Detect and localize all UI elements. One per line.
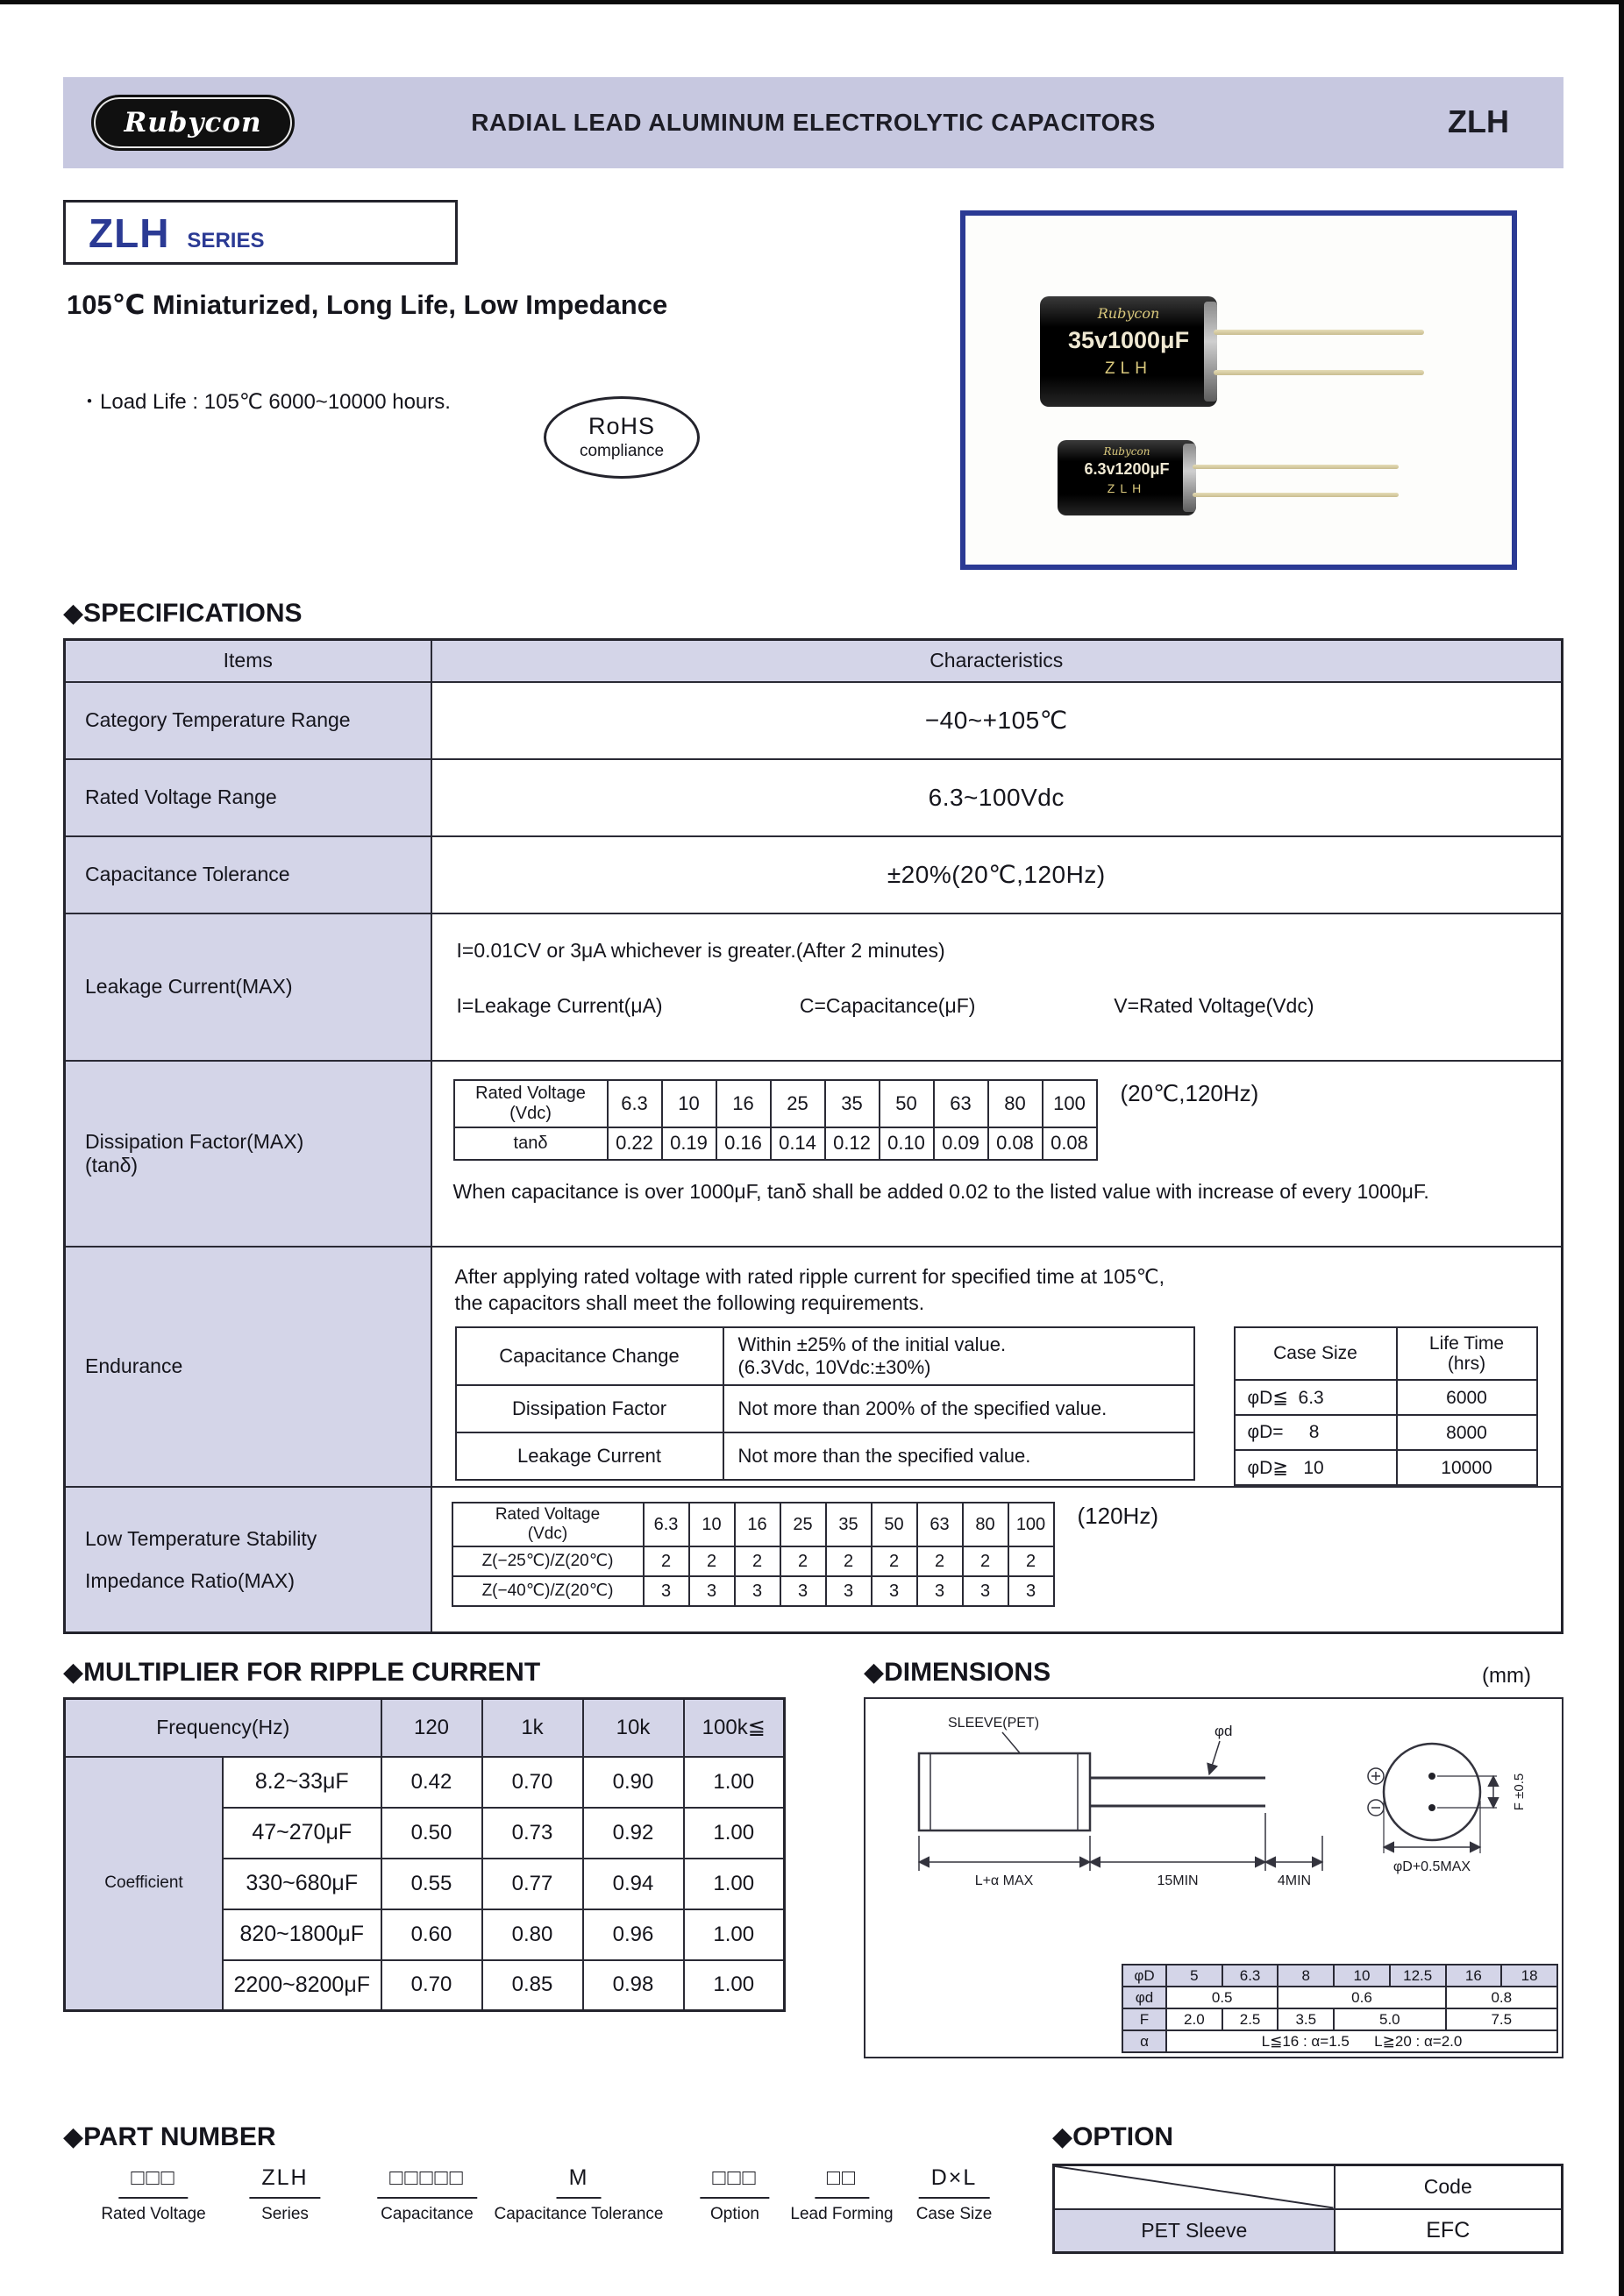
load-life-note: ・Load Life : 105℃ 6000~10000 hours.	[79, 390, 451, 414]
frequency-header: Frequency(Hz)	[65, 1699, 381, 1757]
dim-phiD: 8	[1278, 1965, 1334, 1987]
dim-f: 7.5	[1446, 2008, 1557, 2030]
pn-label: Rated Voltage	[101, 2205, 206, 2223]
df-tand: 0.16	[716, 1127, 771, 1160]
spec-value-cap-tolerance: ±20%(20℃,120Hz)	[431, 836, 1563, 913]
pn-field-tolerance	[495, 2165, 664, 2224]
endurance-intro-2: the capacitors shall meet the following requirements.	[454, 1290, 925, 1314]
series-banner	[63, 200, 458, 265]
df-voltage: 6.3	[608, 1080, 662, 1127]
spec-header-characteristics: Characteristics	[431, 640, 1563, 682]
dissipation-label-line1: Dissipation Factor(MAX)	[85, 1129, 304, 1153]
lt-condition: (120Hz)	[1077, 1503, 1158, 1530]
endurance-item-name: Dissipation Factor	[456, 1385, 723, 1432]
pn-label: Case Size	[915, 2205, 993, 2223]
rohs-line1: RoHS	[588, 413, 656, 439]
life-case-size: φD≧ 10	[1235, 1450, 1397, 1485]
capacitor-lead	[1193, 465, 1399, 469]
df-condition: (20℃,120Hz)	[1120, 1079, 1259, 1106]
life-hours: 8000	[1397, 1415, 1537, 1450]
dim-phiD: 5	[1166, 1965, 1222, 1987]
lt-z25: 2	[689, 1546, 735, 1576]
mult-value: 1.00	[684, 1757, 785, 1808]
lt-z40: 3	[872, 1576, 917, 1606]
rubycon-logo-text: Rubycon	[124, 107, 262, 139]
pn-code: □□□	[118, 2165, 188, 2199]
lt-z25: 2	[963, 1546, 1008, 1576]
spec-label-endurance: Endurance	[65, 1247, 431, 1488]
freq-col: 1k	[482, 1699, 583, 1757]
endurance-item-value: Not more than the specified value.	[723, 1432, 1194, 1480]
life-table-header-case: Case Size	[1235, 1327, 1397, 1380]
lt-z25: 2	[1008, 1546, 1054, 1576]
dim-phiD: 6.3	[1222, 1965, 1279, 1987]
capacitor-brand-text: Rubycon	[1097, 305, 1160, 322]
low-temp-label-line2: Impedance Ratio(MAX)	[85, 1568, 296, 1592]
pn-code: ZLH	[249, 2165, 320, 2199]
body-length-label: L+α MAX	[974, 1873, 1034, 1888]
lt-voltage: 6.3	[644, 1503, 689, 1546]
dimensions-table	[1122, 1964, 1558, 2053]
specifications-heading: ◆SPECIFICATIONS	[63, 599, 303, 628]
df-voltage: 25	[771, 1080, 825, 1127]
lt-z25-label: Z(−25℃)/Z(20℃)	[452, 1546, 644, 1576]
dim-phiD: 18	[1501, 1965, 1557, 1987]
pn-code: □□□□□	[377, 2165, 477, 2199]
dimensions-heading: ◆DIMENSIONS	[864, 1658, 1051, 1687]
capacitor-lead	[1214, 370, 1424, 375]
dimension-drawing	[871, 1702, 1555, 1965]
series-suffix: SERIES	[187, 229, 265, 252]
lt-rated-voltage-label: Rated Voltage (Vdc)	[452, 1503, 644, 1546]
spec-label-temp-range: Category Temperature Range	[65, 682, 431, 759]
leakage-legend-c: C=Capacitance(μF)	[799, 993, 976, 1017]
dim-phid: 0.6	[1278, 1987, 1445, 2008]
capacitor-brand-text: Rubycon	[1103, 445, 1150, 458]
life-case-size: φD= 8	[1235, 1415, 1397, 1450]
dimensions-panel	[864, 1697, 1563, 2058]
df-voltage: 50	[880, 1080, 934, 1127]
pn-code: D×L	[919, 2165, 990, 2199]
spec-low-temp-content	[431, 1487, 1563, 1632]
option-code: EFC	[1335, 2209, 1563, 2253]
capacitor-lead	[1214, 330, 1424, 335]
spec-leakage-content	[431, 913, 1563, 1061]
header-series-code: ZLH	[1448, 103, 1509, 139]
df-tand: 0.08	[988, 1127, 1043, 1160]
rohs-line2: compliance	[579, 442, 665, 460]
lt-z40: 3	[963, 1576, 1008, 1606]
page-edge-top	[0, 0, 1624, 4]
dim-phiD: 12.5	[1390, 1965, 1446, 1987]
endurance-item-value: Not more than 200% of the specified value.	[723, 1385, 1194, 1432]
df-voltage: 16	[716, 1080, 771, 1127]
lt-z40: 3	[1008, 1576, 1054, 1606]
df-rated-voltage-label: Rated Voltage (Vdc)	[454, 1080, 608, 1127]
df-tand: 0.22	[608, 1127, 662, 1160]
spec-value-temp-range: −40~+105℃	[431, 682, 1563, 759]
spec-label-leakage: Leakage Current(MAX)	[65, 913, 431, 1061]
plus-terminal-icon	[1368, 1768, 1384, 1784]
cap-range: 820~1800μF	[223, 1909, 381, 1960]
spec-dissipation-content	[431, 1061, 1563, 1247]
coefficient-label: Coefficient	[65, 1757, 224, 2011]
df-tand: 0.14	[771, 1127, 825, 1160]
pn-code: □□	[815, 2165, 869, 2199]
endurance-item-value: Within ±25% of the initial value. (6.3Vdc, 10Vdc:±30%)	[723, 1327, 1194, 1385]
df-tand: 0.08	[1043, 1127, 1097, 1160]
dim-alpha-label: α	[1122, 2030, 1166, 2052]
life-case-size: φD≦ 6.3	[1235, 1380, 1397, 1415]
lt-voltage: 16	[735, 1503, 780, 1546]
lt-z40: 3	[917, 1576, 963, 1606]
series-tagline: 105℃ Miniaturized, Long Life, Low Impedance	[67, 289, 668, 320]
dim-phid: 0.5	[1166, 1987, 1278, 2008]
dim-f-label: F	[1122, 2008, 1166, 2030]
mult-value: 0.73	[482, 1808, 583, 1859]
pn-field-option	[700, 2165, 769, 2224]
mult-value: 0.90	[583, 1757, 684, 1808]
leakage-legend	[457, 994, 1537, 1018]
pn-label: Capacitance Tolerance	[494, 2205, 664, 2223]
dim-f: 3.5	[1278, 2008, 1334, 2030]
freq-col: 120	[381, 1699, 482, 1757]
capacitor-lead	[1193, 493, 1399, 497]
df-tand-label: tanδ	[454, 1127, 608, 1160]
dim-f: 5.0	[1334, 2008, 1445, 2030]
mult-value: 0.98	[583, 1960, 684, 2011]
mult-value: 0.70	[482, 1757, 583, 1808]
pn-label: Lead Forming	[790, 2205, 894, 2223]
lt-z40: 3	[735, 1576, 780, 1606]
spec-endurance-content	[431, 1247, 1563, 1488]
spec-value-voltage-range: 6.3~100Vdc	[431, 759, 1563, 836]
multiplier-table	[63, 1697, 786, 2012]
endurance-item-name: Capacitance Change	[456, 1327, 723, 1385]
dissipation-table	[453, 1079, 1098, 1161]
lt-z25: 2	[872, 1546, 917, 1576]
leakage-formula: I=0.01CV or 3μA whichever is greater.(After 2 minutes)	[456, 938, 945, 962]
df-tand: 0.19	[662, 1127, 716, 1160]
dim-f: 2.0	[1166, 2008, 1222, 2030]
mult-value: 0.42	[381, 1757, 482, 1808]
dim-phiD: 16	[1446, 1965, 1502, 1987]
mult-value: 0.50	[381, 1808, 482, 1859]
dim-f: 2.5	[1222, 2008, 1279, 2030]
lt-voltage: 100	[1008, 1503, 1054, 1546]
lt-voltage: 25	[780, 1503, 826, 1546]
capacitor-body	[1058, 440, 1196, 515]
product-photo	[960, 210, 1517, 570]
endurance-item-name: Leakage Current	[456, 1432, 723, 1480]
option-table	[1052, 2164, 1563, 2254]
life-hours: 6000	[1397, 1380, 1537, 1415]
df-voltage: 80	[988, 1080, 1043, 1127]
capacitor-series-text: ZLH	[1107, 481, 1147, 495]
endurance-requirements-table	[455, 1326, 1195, 1481]
mult-value: 0.85	[482, 1960, 583, 2011]
pn-label: Option	[710, 2205, 759, 2223]
diagonal-line	[1055, 2166, 1334, 2208]
cap-range: 2200~8200μF	[223, 1960, 381, 2011]
lt-z40: 3	[826, 1576, 872, 1606]
minus-terminal-icon	[1368, 1800, 1384, 1816]
endurance-intro-1: After applying rated voltage with rated ripple current for specified time at 105℃,	[454, 1264, 1165, 1288]
cap-range: 47~270μF	[223, 1808, 381, 1859]
cap-range: 330~680μF	[223, 1859, 381, 1909]
mult-value: 0.55	[381, 1859, 482, 1909]
pn-field-series	[249, 2165, 320, 2224]
freq-col: 10k	[583, 1699, 684, 1757]
lt-voltage: 10	[689, 1503, 735, 1546]
pn-label: Series	[261, 2205, 309, 2223]
mult-value: 0.80	[482, 1909, 583, 1960]
lt-voltage: 35	[826, 1503, 872, 1546]
low-temp-label-line1: Low Temperature Stability	[85, 1526, 317, 1550]
spec-label-cap-tolerance: Capacitance Tolerance	[65, 836, 431, 913]
leakage-legend-v: V=Rated Voltage(Vdc)	[1114, 993, 1314, 1017]
lt-voltage: 63	[917, 1503, 963, 1546]
mult-value: 0.92	[583, 1808, 684, 1859]
part-number-heading: ◆PART NUMBER	[63, 2122, 276, 2151]
lt-z25: 2	[917, 1546, 963, 1576]
capacitor-outline	[919, 1753, 1090, 1830]
rohs-badge	[544, 396, 700, 479]
pn-code: □□□	[700, 2165, 769, 2199]
page-edge-right	[1619, 0, 1624, 2296]
mult-value: 0.60	[381, 1909, 482, 1960]
freq-col: 100k≦	[684, 1699, 785, 1757]
header-band	[63, 77, 1563, 168]
mult-value: 1.00	[684, 1909, 785, 1960]
df-voltage: 35	[825, 1080, 880, 1127]
option-name: PET Sleeve	[1054, 2209, 1335, 2253]
lt-voltage: 80	[963, 1503, 1008, 1546]
lt-z25: 2	[826, 1546, 872, 1576]
spec-label-low-temp	[65, 1487, 431, 1632]
sleeve-label: SLEEVE(PET)	[948, 1716, 1040, 1731]
df-tand: 0.09	[934, 1127, 988, 1160]
mult-value: 1.00	[684, 1859, 785, 1909]
dim-phiD-label: φD	[1122, 1965, 1166, 1987]
mult-value: 1.00	[684, 1960, 785, 2011]
impedance-ratio-table	[452, 1502, 1055, 1607]
option-diagonal-cell	[1054, 2165, 1335, 2209]
multiplier-heading: ◆MULTIPLIER FOR RIPPLE CURRENT	[63, 1658, 541, 1687]
pn-field-capacitance	[377, 2165, 477, 2224]
option-heading: ◆OPTION	[1052, 2122, 1174, 2151]
df-tand: 0.12	[825, 1127, 880, 1160]
dim-alpha: L≦16 : α=1.5 L≧20 : α=2.0	[1166, 2030, 1557, 2052]
df-voltage: 10	[662, 1080, 716, 1127]
pn-field-lead-forming	[790, 2165, 893, 2224]
dimensions-unit: (mm)	[1482, 1664, 1531, 1688]
mult-value: 0.77	[482, 1859, 583, 1909]
lt-z40-label: Z(−40℃)/Z(20℃)	[452, 1576, 644, 1606]
pn-field-rated-voltage	[101, 2165, 205, 2224]
spec-label-dissipation	[65, 1061, 431, 1247]
lead-gap-label: 4MIN	[1277, 1873, 1312, 1888]
pn-field-case-size	[916, 2165, 993, 2224]
case-diameter-label: φD+0.5MAX	[1393, 1859, 1471, 1874]
lead-spacing-label: F ±0.5	[1512, 1773, 1527, 1811]
lt-z40: 3	[644, 1576, 689, 1606]
pn-label: Capacitance	[381, 2205, 474, 2223]
lead-diameter-label: φd	[1214, 1723, 1233, 1739]
bottom-view-circle	[1384, 1744, 1480, 1840]
life-table-header-hours: Life Time (hrs)	[1397, 1327, 1537, 1380]
endurance-life-table	[1234, 1326, 1538, 1486]
lt-z25: 2	[644, 1546, 689, 1576]
document-title: RADIAL LEAD ALUMINUM ELECTROLYTIC CAPACITORS	[471, 109, 1156, 136]
lt-voltage: 50	[872, 1503, 917, 1546]
dim-phiD: 10	[1334, 1965, 1390, 1987]
dim-phid-label: φd	[1122, 1987, 1166, 2008]
capacitor-rating-text: 35v1000μF	[1067, 327, 1190, 353]
lt-z40: 3	[780, 1576, 826, 1606]
mult-value: 0.94	[583, 1859, 684, 1909]
part-number-diagram	[63, 2165, 1036, 2271]
mult-value: 1.00	[684, 1808, 785, 1859]
cap-range: 8.2~33μF	[223, 1757, 381, 1808]
life-hours: 10000	[1397, 1450, 1537, 1485]
dissipation-label-line2: (tanδ)	[85, 1153, 139, 1176]
mult-value: 0.96	[583, 1909, 684, 1960]
df-voltage: 63	[934, 1080, 988, 1127]
specifications-table	[63, 638, 1563, 1634]
capacitor-rating-text: 6.3v1200μF	[1084, 460, 1170, 478]
df-voltage: 100	[1043, 1080, 1097, 1127]
df-tand: 0.10	[880, 1127, 934, 1160]
lt-z25: 2	[735, 1546, 780, 1576]
mult-value: 0.70	[381, 1960, 482, 2011]
series-name: ZLH	[89, 210, 170, 256]
pn-code: M	[557, 2165, 602, 2199]
capacitor-series-text: ZLH	[1105, 359, 1152, 378]
spec-label-voltage-range: Rated Voltage Range	[65, 759, 431, 836]
df-note: When capacitance is over 1000μF, tanδ shall be added 0.02 to the listed value with increase of every 1000μF.	[452, 1179, 1429, 1203]
lt-z40: 3	[689, 1576, 735, 1606]
option-code-header: Code	[1335, 2165, 1563, 2209]
capacitor-body	[1040, 296, 1217, 407]
dim-phid: 0.8	[1446, 1987, 1557, 2008]
leakage-legend-i: I=Leakage Current(μA)	[456, 993, 663, 1017]
lt-z25: 2	[780, 1546, 826, 1576]
spec-header-items: Items	[65, 640, 431, 682]
lead-length-label: 15MIN	[1157, 1873, 1199, 1888]
